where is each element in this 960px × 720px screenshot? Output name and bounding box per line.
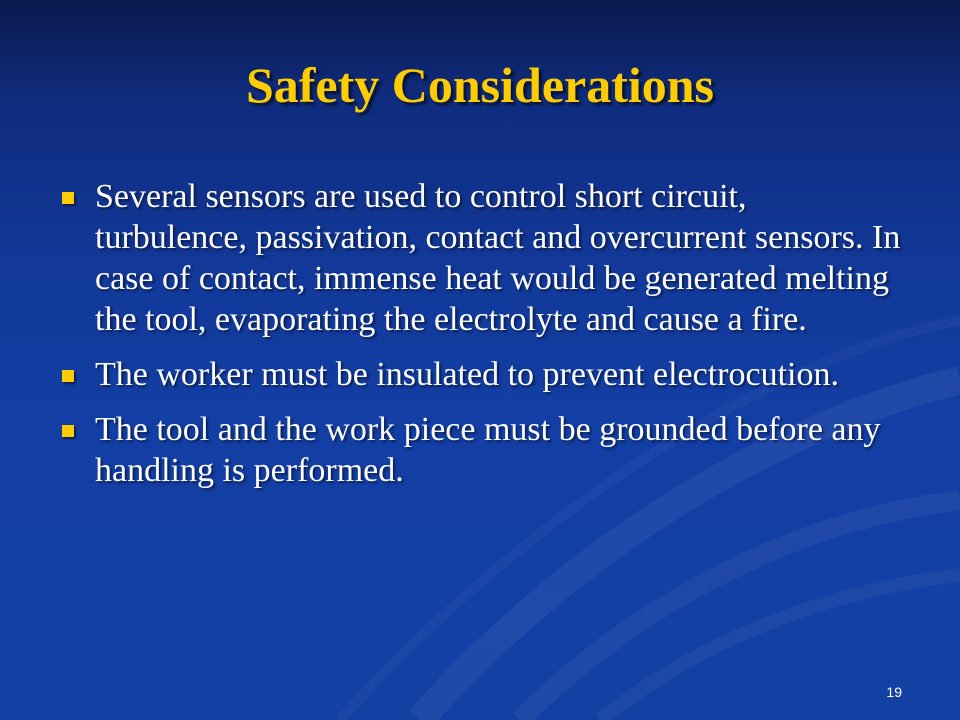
square-bullet-icon	[62, 192, 74, 204]
bullet-item-sensors	[60, 176, 905, 340]
square-bullet-icon	[62, 370, 74, 382]
slide-title: Safety Considerations	[245, 57, 715, 113]
page-number: 19	[886, 684, 902, 700]
bullet-item-grounding	[60, 409, 905, 491]
bullet-text: The worker must be insulated to prevent electrocution.	[95, 356, 839, 393]
square-bullet-icon	[62, 425, 74, 437]
bullet-text: Several sensors are used to control short circuit, turbulence, passivation, contact and overcurrent sensors. In case of contact, immense heat would be generated melting the tool, evaporating the electrolyte and cause a fire.	[95, 178, 901, 338]
bullet-text: The tool and the work piece must be grounded before any handling is performed.	[95, 411, 881, 489]
bullet-list	[60, 176, 905, 505]
bullet-item-insulation	[60, 354, 905, 395]
